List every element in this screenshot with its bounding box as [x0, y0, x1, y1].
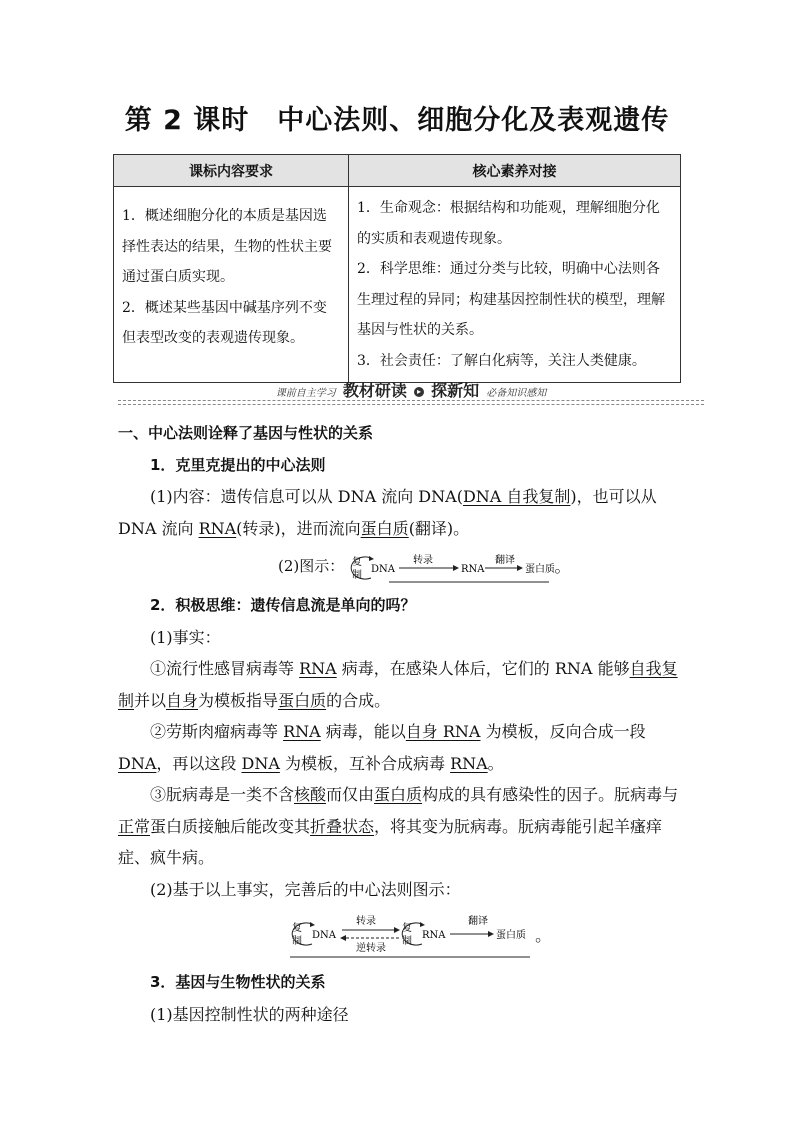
- transcription-arrowhead: [394, 927, 400, 933]
- subheading: 2．积极思维：遗传信息流是单向的吗？: [150, 596, 416, 614]
- replication-label-1: 复: [352, 557, 363, 568]
- paragraph-content: (1)内容：遗传信息可以从 DNA 流向 DNA(DNA 自我复制)，也可以从 DNA 流向 RNA(转录)，进而流向蛋白质(翻译)。: [118, 487, 657, 538]
- transcription-label: 转录: [356, 916, 376, 927]
- improved-central-dogma-diagram: [290, 911, 680, 961]
- translation-label: 翻译: [495, 555, 516, 566]
- banner-arrow-icon: ▸: [414, 387, 424, 397]
- lesson-topic: 中心法则、细胞分化及表观遗传: [277, 105, 670, 136]
- dna-label: DNA: [371, 564, 396, 575]
- banner-main-text: 教材研读: [342, 381, 407, 400]
- lesson-number: 第 2 课时: [124, 105, 250, 136]
- core-literacy-cell: [349, 187, 681, 383]
- requirement-item: 1．概述细胞分化的本质是基因选择性表达的结果，生物的性状主要通过蛋白质实现。: [122, 208, 332, 285]
- improved-central-dogma-svg: [290, 911, 530, 961]
- diagram-end-mark: 。: [535, 926, 552, 946]
- paragraph-fact-label: (1)事实：: [150, 627, 221, 647]
- literacy-item: 2．科学思维：通过分类与比较，明确中心法则各生理过程的异同；构建基因控制性状的模型，理解基因与性状的关系。: [357, 261, 665, 338]
- protein-label: 蛋白质: [496, 930, 526, 941]
- rna-label: RNA: [461, 564, 485, 575]
- section-heading: 一、中心法则诠释了基因与性状的关系: [118, 424, 374, 442]
- rna-replication-label-2: 制: [402, 936, 412, 947]
- dna-replication-arrowhead: [310, 922, 315, 927]
- replication-label-2: 制: [352, 570, 363, 581]
- paragraph-fact-1: ①流行性感冒病毒等 RNA 病毒，在感染人体后，它们的 RNA 能够自我复制并以自身为模板指导蛋白质的合成。: [118, 659, 678, 710]
- banner-right-text: 必备知识感知: [486, 388, 547, 399]
- subheading: 1．克里克提出的中心法则: [150, 455, 326, 474]
- literacy-item: 1．生命观念：根据结构和功能观，理解细胞分化的实质和表观遗传现象。: [357, 200, 660, 247]
- dna-replication-label-1: 复: [292, 923, 302, 934]
- reverse-transcription-arrowhead: [340, 935, 346, 941]
- dna-label: DNA: [312, 930, 336, 941]
- rna-replication-label-1: 复: [402, 923, 412, 934]
- replication-arrowhead: [369, 556, 374, 561]
- rna-replication-arrowhead: [420, 922, 425, 927]
- curriculum-requirements-cell: [114, 187, 349, 383]
- transcription-arrowhead: [453, 565, 459, 571]
- table-header-right: 核心素养对接: [349, 155, 681, 187]
- central-dogma-diagram: [278, 550, 680, 584]
- section-banner: [118, 379, 704, 409]
- banner-main-text-2: 探新知: [431, 381, 480, 400]
- translation-arrowhead: [517, 565, 523, 571]
- dna-replication-label-2: 制: [292, 936, 302, 947]
- paragraph-fact-3: ③朊病毒是一类不含核酸而仅由蛋白质构成的具有感染性的因子。朊病毒与正常蛋白质接触后能改变其折叠状态，将其变为朊病毒。朊病毒能引起羊瘙痒症、疯牛病。: [118, 785, 679, 867]
- main-content: [118, 418, 680, 1030]
- paragraph-improved-diagram: (2)基于以上事实，完善后的中心法则图示：: [150, 879, 461, 899]
- diagram-label: (2)图示：: [278, 557, 345, 576]
- protein-label: 蛋白质: [525, 564, 556, 575]
- page-title: [0, 98, 794, 137]
- literacy-item: 3．社会责任：了解白化病等，关注人类健康。: [357, 352, 646, 369]
- standards-table: [113, 154, 681, 383]
- translation-label: 翻译: [468, 916, 488, 927]
- subheading: 3．基因与生物性状的关系: [150, 973, 326, 991]
- central-dogma-svg: [349, 550, 556, 584]
- transcription-label: 转录: [413, 555, 434, 566]
- reverse-transcription-label: 逆转录: [356, 943, 386, 954]
- banner-left-text: 课前自主学习: [275, 388, 336, 399]
- table-header-left: 课标内容要求: [114, 155, 349, 187]
- requirement-item: 2．概述某些基因中碱基序列不变但表型改变的表观遗传现象。: [122, 299, 327, 346]
- paragraph-fact-2: ②劳斯肉瘤病毒等 RNA 病毒，能以自身 RNA 为模板，反向合成一段 DNA，再以这段 DNA 为模板，互补合成病毒 RNA。: [118, 722, 646, 773]
- translation-arrowhead: [488, 931, 494, 937]
- paragraph-pathways: (1)基因控制性状的两种途径: [150, 1004, 349, 1024]
- rna-label: RNA: [422, 930, 446, 941]
- diagram-end-mark: 。: [554, 557, 571, 577]
